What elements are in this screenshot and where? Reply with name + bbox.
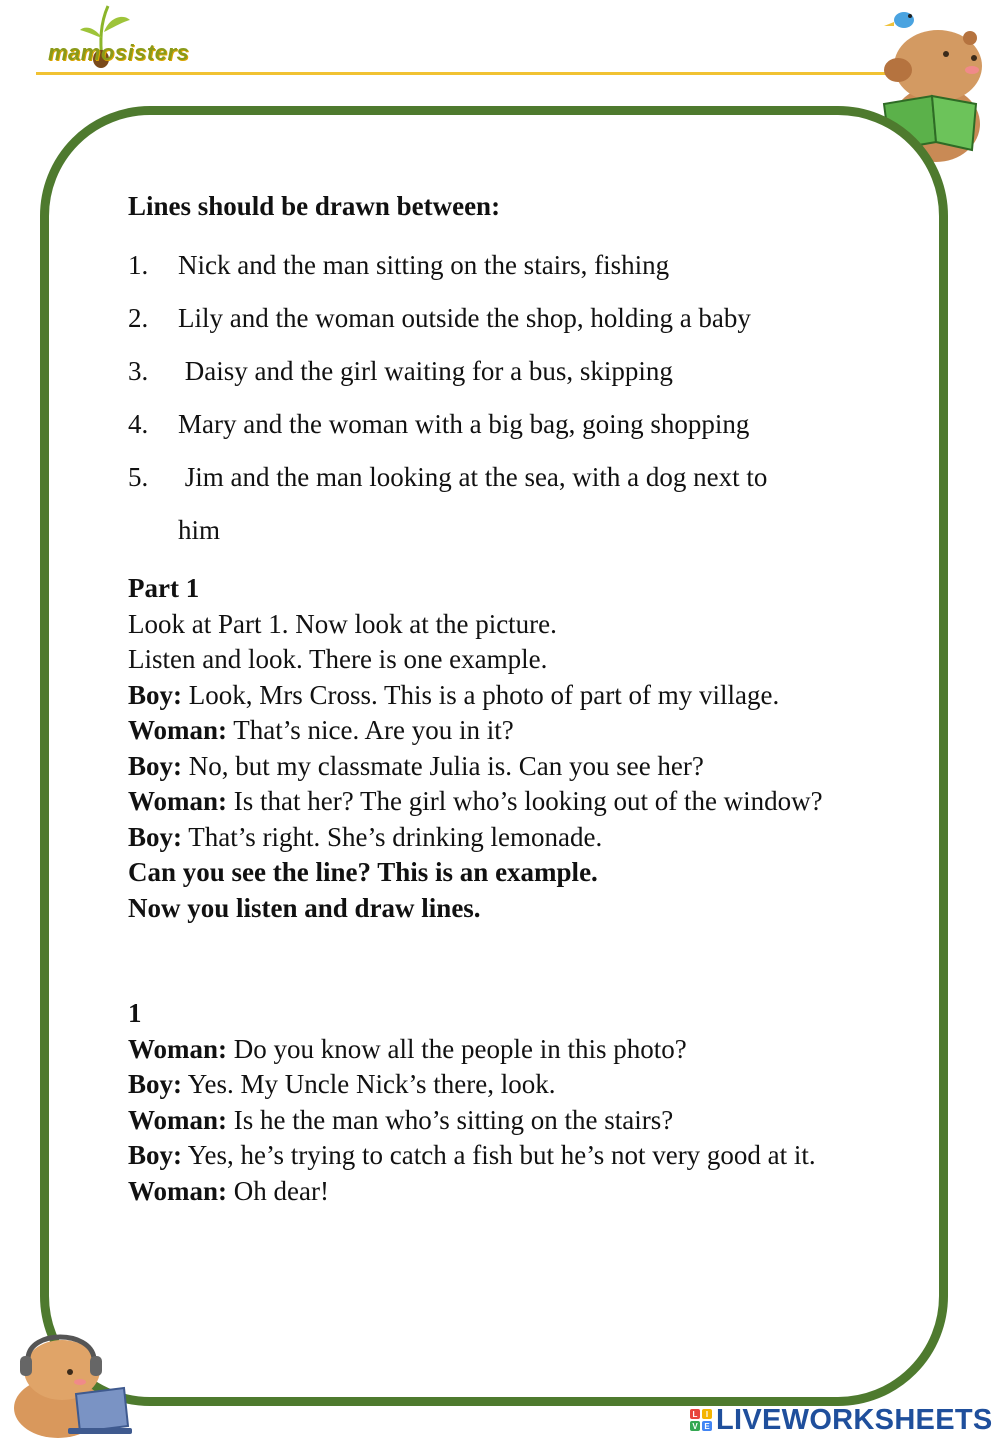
item-text: Jim and the man looking at the sea, with a dog next to	[178, 462, 768, 493]
logo-text: mamosisters	[48, 40, 190, 65]
list-item	[128, 451, 868, 504]
speaker: Woman:	[128, 1175, 228, 1206]
item-text: Nick and the man sitting on the stairs, fishing	[178, 250, 670, 281]
list-item	[128, 345, 868, 398]
item-text: Mary and the woman with a big bag, going shopping	[178, 409, 750, 440]
line-text: No, but my classmate Julia is. Can you see her?	[182, 750, 704, 781]
line-text: That’s right. She’s drinking lemonade.	[182, 821, 603, 852]
line-text: Is he the man who’s sitting on the stairs?	[227, 1104, 674, 1135]
example-note: Can you see the line? This is an example.	[128, 857, 598, 888]
dialogue-line	[128, 1138, 868, 1174]
line-text: Do you know all the people in this photo?	[227, 1033, 687, 1064]
dialogue-line	[128, 784, 868, 820]
speaker: Woman:	[128, 786, 228, 817]
dialogue-line	[128, 1067, 868, 1103]
item-number: 4.	[128, 409, 149, 440]
line-text: Look, Mrs Cross. This is a photo of part of my village.	[182, 679, 780, 710]
instruction: Now you listen and draw lines.	[128, 892, 481, 923]
item-number: 1.	[128, 250, 149, 281]
list-item	[128, 504, 868, 557]
grid-letter: I	[702, 1409, 712, 1419]
dialogue-line	[128, 749, 868, 785]
dialogue-line	[128, 713, 868, 749]
mamosisters-logo	[44, 2, 190, 78]
section-number: 1	[128, 998, 142, 1029]
dialogue-line	[128, 1103, 868, 1139]
line-text: Is that her? The girl who’s looking out of the window?	[227, 786, 823, 817]
line-text: Yes. My Uncle Nick’s there, look.	[182, 1069, 556, 1100]
item-number: 2.	[128, 303, 149, 334]
speaker: Woman:	[128, 1033, 228, 1064]
speaker: Boy:	[128, 750, 182, 781]
line-text: Oh dear!	[227, 1175, 329, 1206]
list-item	[128, 398, 868, 451]
item-number	[128, 504, 178, 557]
liveworksheets-brand	[690, 1402, 993, 1438]
part1-script	[128, 571, 868, 1209]
answer-list	[128, 239, 868, 557]
part1-intro: Listen and look. There is one example.	[128, 644, 548, 675]
speaker: Boy:	[128, 1069, 182, 1100]
dialogue-line	[128, 1174, 868, 1210]
spacer	[128, 926, 868, 996]
part1-title: Part 1	[128, 573, 200, 604]
speaker: Boy:	[128, 679, 182, 710]
item-number: 3.	[128, 356, 149, 387]
dialogue-line	[128, 678, 868, 714]
line-text: Yes, he’s trying to catch a fish but he’s not very good at it.	[182, 1140, 816, 1171]
header-divider	[36, 72, 906, 75]
answers-heading: Lines should be drawn between:	[128, 191, 501, 221]
capybara-laptop-icon	[6, 1322, 136, 1440]
part1-intro: Look at Part 1. Now look at the picture.	[128, 608, 557, 639]
list-item	[128, 239, 868, 292]
line-text: That’s nice. Are you in it?	[227, 715, 514, 746]
item-text: him	[178, 515, 221, 546]
item-text: Lily and the woman outside the shop, holding a baby	[178, 303, 751, 334]
speaker: Woman:	[128, 715, 228, 746]
grid-letter: L	[690, 1409, 700, 1419]
list-item	[128, 292, 868, 345]
speaker: Boy:	[128, 821, 182, 852]
brand-text: LIVEWORKSHEETS	[716, 1403, 993, 1436]
speaker: Woman:	[128, 1104, 228, 1135]
grid-letter: V	[690, 1421, 700, 1431]
liveworksheets-icon	[690, 1409, 712, 1431]
grid-letter: E	[702, 1421, 712, 1431]
item-number: 5.	[128, 462, 149, 493]
item-text: Daisy and the girl waiting for a bus, skipping	[178, 356, 673, 387]
dialogue-line	[128, 820, 868, 856]
worksheet-content	[128, 190, 868, 1209]
speaker: Boy:	[128, 1140, 182, 1171]
dialogue-line	[128, 1032, 868, 1068]
